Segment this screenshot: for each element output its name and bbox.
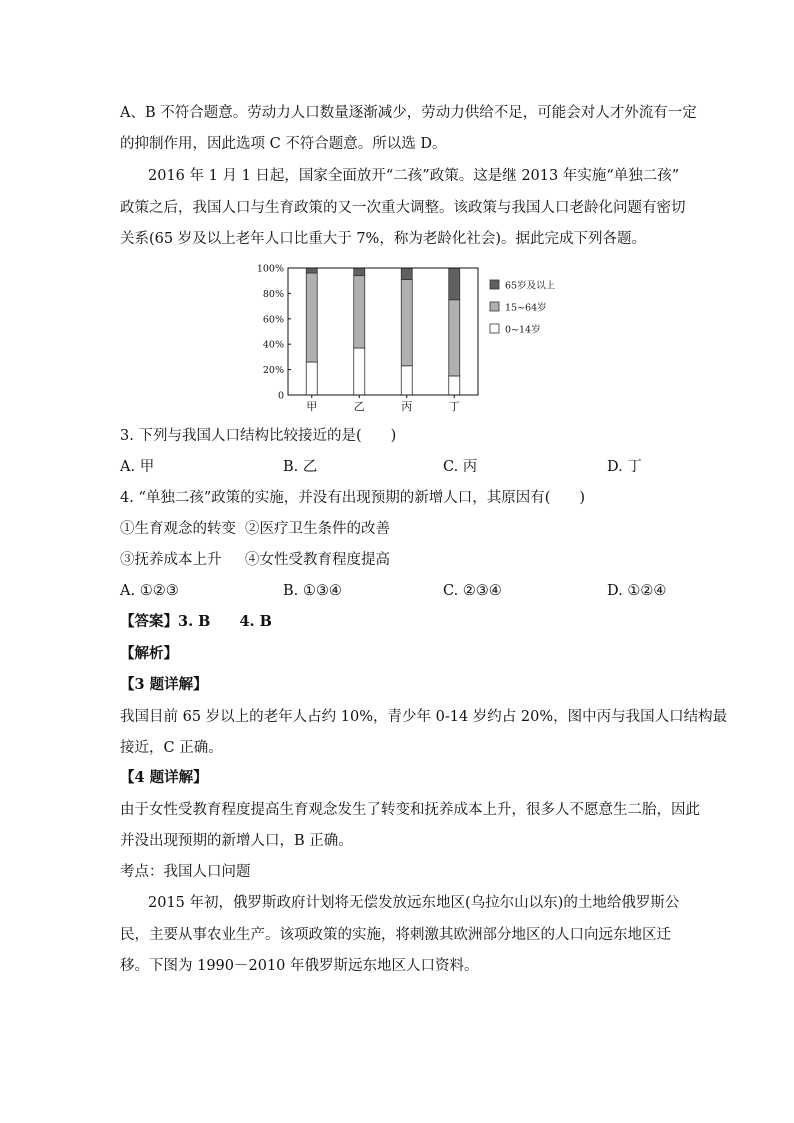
- passage1-line-2: 政策之后，我国人口与生育政策的又一次重大调整。该政策与我国人口老龄化问题有密切: [120, 200, 686, 216]
- bar-segment: [354, 268, 365, 276]
- bar-segment: [449, 268, 460, 300]
- intro-line-1: A、B 不符合题意。劳动力人口数量逐渐减少，劳动力供给不足，可能会对人才外流有一定: [120, 105, 697, 121]
- kaodian-line: 考点：我国人口问题: [120, 864, 251, 880]
- legend-swatch: [490, 280, 499, 289]
- q4-option-b[interactable]: B. ①③④: [283, 583, 342, 599]
- x-tick-label: 甲: [306, 400, 318, 413]
- y-tick-label: 20%: [262, 365, 284, 377]
- analysis-label: 【解析】: [120, 645, 178, 662]
- bar-segment: [449, 376, 460, 395]
- q3-option-a[interactable]: A. 甲: [120, 459, 155, 475]
- q3-detail-label: 【3 题详解】: [120, 676, 208, 693]
- x-tick-label: 丁: [448, 400, 460, 413]
- q3-option-d[interactable]: D. 丁: [607, 459, 642, 475]
- answer-line: 【答案】3. B 4. B: [120, 613, 272, 630]
- legend-label: 15~64岁: [505, 302, 547, 314]
- chart-legend: [490, 280, 556, 336]
- q4-detail-line-1: 由于女性受教育程度提高生育观念发生了转变和抚养成本上升，很多人不愿意生二胎，因此: [120, 802, 700, 818]
- bar-segment: [306, 273, 317, 362]
- legend-swatch: [490, 302, 499, 311]
- x-tick-label: 丙: [401, 400, 413, 413]
- bar-segment: [306, 268, 317, 273]
- passage2-line-3: 移。下图为 1990－2010 年俄罗斯远东地区人口资料。: [120, 958, 479, 974]
- y-tick-label: 40%: [262, 339, 284, 351]
- bar-segment: [401, 279, 412, 365]
- population-structure-chart: [250, 258, 570, 416]
- q4-item-4: ④女性受教育程度提高: [245, 552, 390, 568]
- y-tick-label: 60%: [262, 314, 284, 326]
- x-tick-label: 乙: [353, 400, 365, 413]
- q4-item-2: ②医疗卫生条件的改善: [245, 521, 390, 537]
- bar-segment: [401, 268, 412, 279]
- bar-segment: [306, 362, 317, 395]
- passage1-line-1: 2016 年 1 月 1 日起，国家全面放开“二孩”政策。这是继 2013 年实施“单独二孩”: [148, 168, 680, 184]
- y-tick-label: 100%: [256, 263, 284, 275]
- bar-segment: [401, 366, 412, 395]
- q4-option-d[interactable]: D. ①②④: [607, 583, 667, 599]
- x-axis-labels: [306, 395, 460, 413]
- q3-detail-line-1: 我国目前 65 岁以上的老年人占约 10%，青少年 0-14 岁约占 20%，图中丙与我国人口结构最: [120, 709, 728, 725]
- q4-item-3: ③抚养成本上升: [120, 552, 222, 568]
- bars: [306, 268, 460, 395]
- legend-label: 65岁及以上: [505, 280, 556, 292]
- q4-option-c[interactable]: C. ②③④: [443, 583, 502, 599]
- q4-item-1: ①生育观念的转变: [120, 521, 236, 537]
- passage1-line-3: 关系(65 岁及以上老年人口比重大于 7%，称为老龄化社会)。据此完成下列各题。: [120, 231, 646, 247]
- q4-stem: 4. “单独二孩”政策的实施，并没有出现预期的新增人口，其原因有( ): [120, 490, 586, 506]
- legend-label: 0~14岁: [505, 324, 541, 336]
- q4-detail-line-2: 并没出现预期的新增人口，B 正确。: [120, 833, 353, 849]
- q3-detail-line-2: 接近，C 正确。: [120, 740, 223, 756]
- y-tick-label: 80%: [262, 288, 284, 300]
- bar-segment: [354, 276, 365, 348]
- intro-line-2: 的抑制作用，因此选项 C 不符合题意。所以选 D。: [120, 136, 447, 152]
- q4-option-a[interactable]: A. ①②③: [120, 583, 179, 599]
- bar-segment: [354, 348, 365, 395]
- y-axis-ticks: [257, 264, 291, 402]
- q3-option-b[interactable]: B. 乙: [283, 459, 318, 475]
- q3-stem: 3. 下列与我国人口结构比较接近的是( ): [120, 428, 397, 444]
- passage2-line-2: 民，主要从事农业生产。该项政策的实施，将刺激其欧洲部分地区的人口向远东地区迁: [120, 927, 671, 943]
- q4-detail-label: 【4 题详解】: [120, 769, 208, 786]
- bar-segment: [449, 300, 460, 376]
- legend-swatch: [490, 324, 499, 333]
- passage2-line-1: 2015 年初，俄罗斯政府计划将无偿发放远东地区(乌拉尔山以东)的土地给俄罗斯公: [148, 895, 680, 911]
- q3-option-c[interactable]: C. 丙: [443, 459, 478, 475]
- y-tick-label: 0: [277, 390, 284, 402]
